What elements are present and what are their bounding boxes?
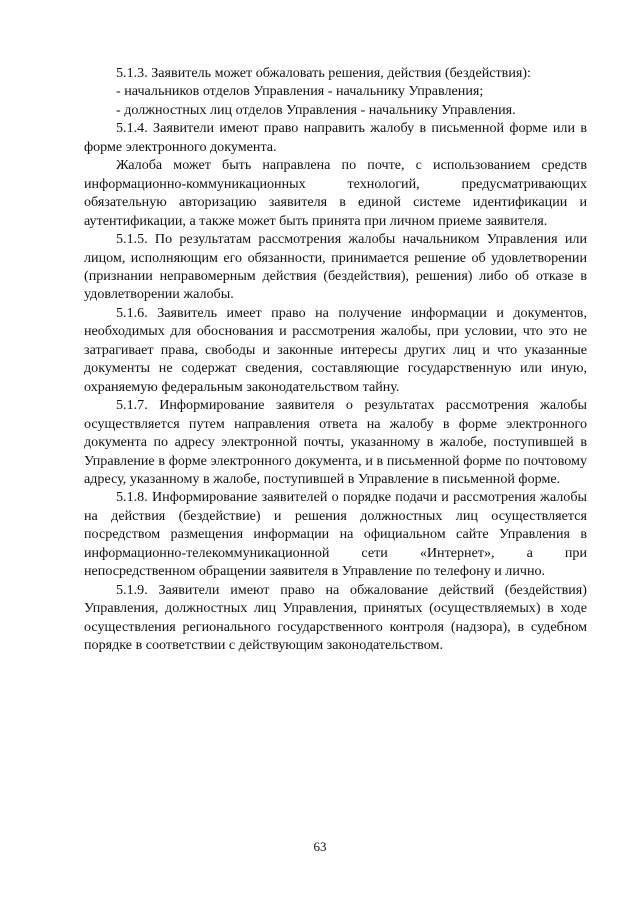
paragraph-5-1-6: 5.1.6. Заявитель имеет право на получение информации и документов, необходимых для обоснования и рассмотрения жалобы, при условии, что это не затрагивает права, свободы и законные интересы других лиц и что указанные документы не содержат сведения, составляющие государственную или иную, охраняемую федеральным законодательством тайну. xyxy=(84,304,587,395)
paragraph-5-1-4-continuation: Жалоба может быть направлена по почте, с использованием средств информационно-коммуникационных технологий, предусматривающих обязательную авторизацию заявителя в единой системе идентификации и аутентификации, а также может быть принята при личном приеме заявителя. xyxy=(84,157,587,229)
paragraph-5-1-3-item-b: - должностных лиц отделов Управления - начальнику Управления. xyxy=(116,101,516,118)
document-body xyxy=(84,64,587,655)
paragraph-5-1-7: 5.1.7. Информирование заявителя о результатах рассмотрения жалобы осуществляется путем направления ответа на жалобу в форме электронного документа по адресу электронной почты, указанному в жалобе, поступившей в Управление в форме электронного документа, и в письменной форме по почтовому адресу, указанному в жалобе, поступившей в Управление в письменной форме. xyxy=(84,397,587,487)
paragraph-5-1-5: 5.1.5. По результатам рассмотрения жалобы начальником Управления или лицом, исполняющим его обязанности, принимается решение об удовлетворении (признании неправомерным действия (бездействия), решения) либо об отказе в удовлетворении жалобы. xyxy=(84,231,587,303)
paragraph-5-1-8: 5.1.8. Информирование заявителей о порядке подачи и рассмотрения жалобы на действия (бездействие) и решения должностных лиц осуществляется посредством размещения информации на официальном сайте Управления в информационно-телекоммуникационной сети «Интернет», а при непосредственном обращении заявителя в Управление по телефону и лично. xyxy=(84,489,587,580)
page-number: 63 xyxy=(313,839,327,854)
paragraph-5-1-9: 5.1.9. Заявители имеют право на обжалование действий (бездействия) Управления, должностных лиц Управления, принятых (осуществляемых) в ходе осуществления регионального государственного контроля (надзора), в судебном порядке в соответствии с действующим законодательством. xyxy=(84,581,587,654)
paragraph-5-1-4: 5.1.4. Заявители имеют право направить жалобу в письменной форме или в форме электронного документа. xyxy=(84,120,587,155)
paragraph-5-1-3: 5.1.3. Заявитель может обжаловать решения, действия (бездействия): xyxy=(116,65,531,81)
paragraph-5-1-3-item-a: - начальников отделов Управления - начальнику Управления; xyxy=(116,83,484,100)
